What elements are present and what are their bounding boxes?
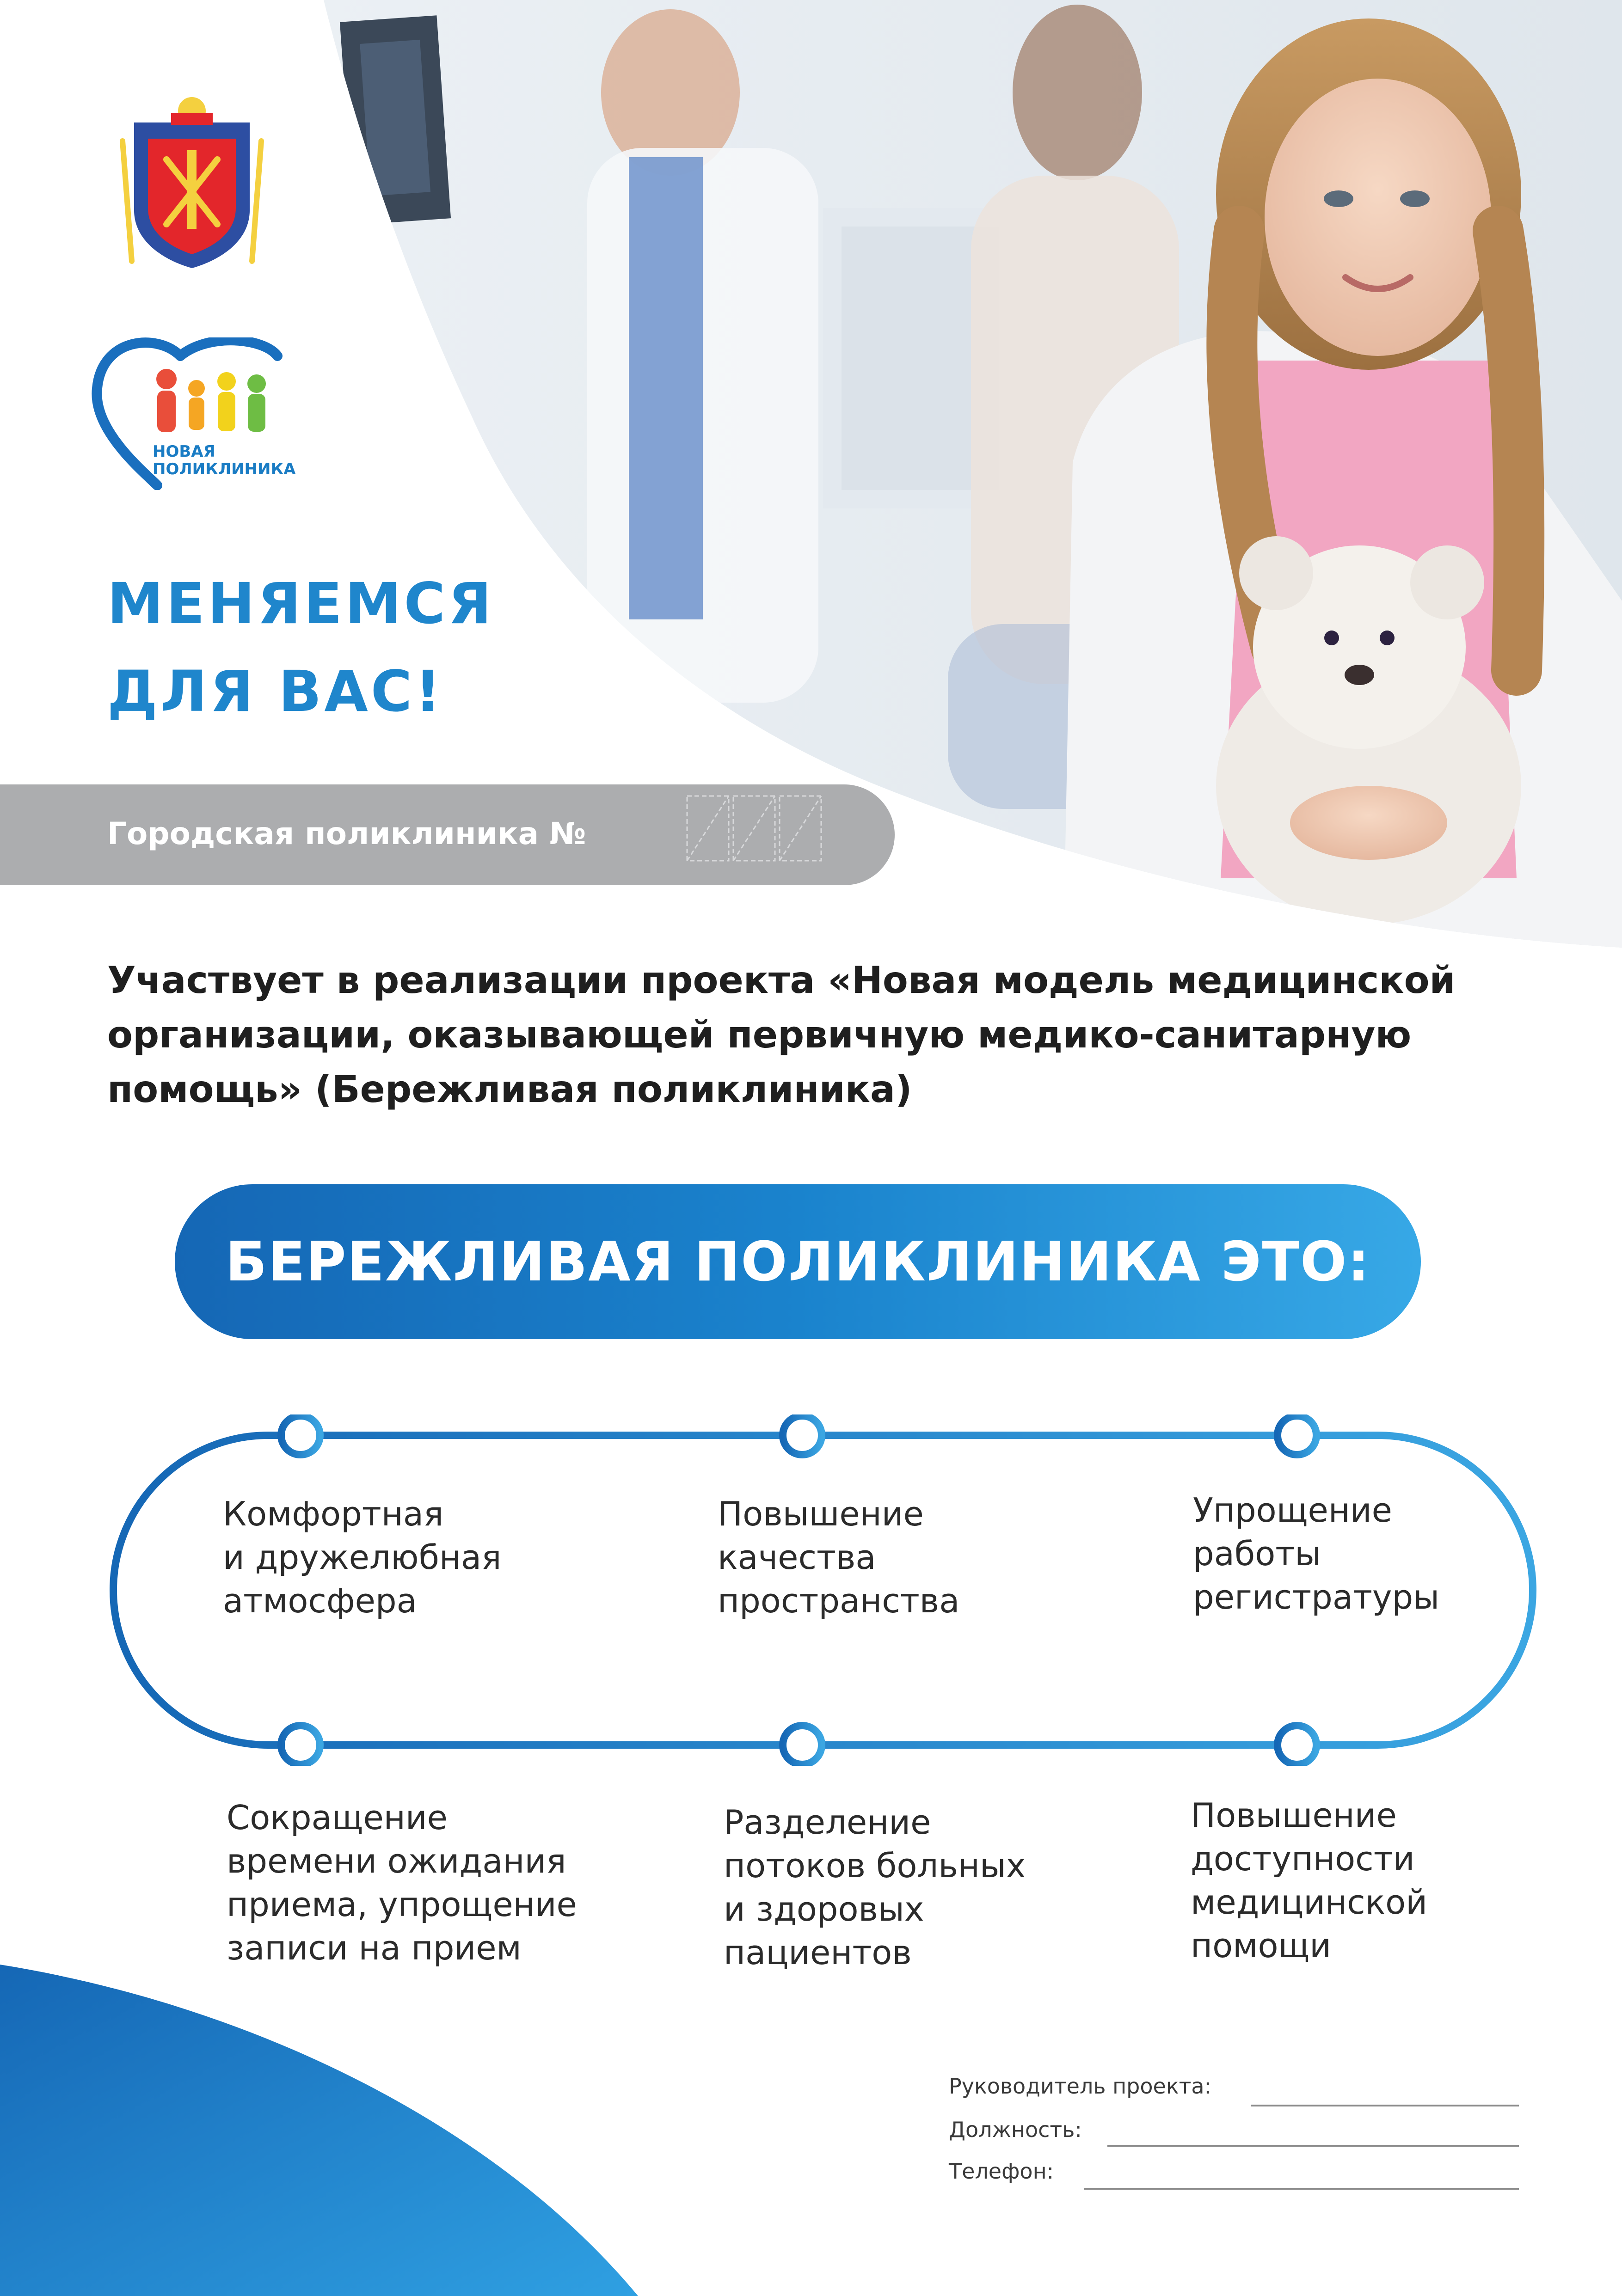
feature-bottom-2 [724, 1800, 1026, 1974]
position-field[interactable] [1107, 2145, 1519, 2147]
feature-line: Разделение [724, 1803, 931, 1842]
phone-field[interactable] [1084, 2188, 1519, 2190]
logo-text-line1: НОВАЯ [153, 442, 215, 461]
feature-line: Повышение [718, 1494, 924, 1533]
feature-top-3 [1193, 1488, 1439, 1619]
intro-text [107, 953, 1494, 1117]
logo-text [153, 443, 296, 478]
feature-line: и здоровых [724, 1890, 924, 1929]
feature-line: помощи [1191, 1926, 1332, 1965]
intro-line-2: организации, оказывающей первичную медико-санитарную [107, 1013, 1412, 1056]
headline-line-1: МЕНЯЕМСЯ [107, 571, 495, 637]
feature-line: записи на прием [227, 1929, 522, 1967]
feature-line: атмосфера [223, 1581, 417, 1620]
coat-of-arms-icon [116, 95, 268, 270]
feature-line: доступности [1191, 1839, 1415, 1878]
feature-line: Сокращение [227, 1798, 448, 1837]
feature-line: регистратуры [1193, 1578, 1440, 1616]
manager-label: Руководитель проекта: [949, 2074, 1212, 2099]
manager-field[interactable] [1251, 2105, 1519, 2106]
feature-line: пространства [718, 1581, 960, 1620]
track-node-top-1 [281, 1416, 320, 1455]
lean-title: БЕРЕЖЛИВАЯ ПОЛИКЛИНИКА ЭТО: [225, 1230, 1370, 1293]
feature-bottom-3 [1191, 1794, 1427, 1967]
feature-line: работы [1193, 1534, 1321, 1573]
feature-top-2 [718, 1492, 959, 1623]
feature-line: Комфортная [223, 1494, 444, 1533]
track-node-bottom-3 [1278, 1726, 1316, 1764]
feature-line: Повышение [1191, 1796, 1397, 1835]
feature-line: времени ожидания [227, 1842, 566, 1880]
feature-top-1 [223, 1492, 501, 1623]
feature-bottom-1 [227, 1796, 577, 1970]
track-node-top-2 [783, 1416, 822, 1455]
feature-line: потоков больных [724, 1846, 1026, 1885]
headline-line-2: ДЛЯ ВАС! [107, 659, 443, 724]
feature-line: медицинской [1191, 1883, 1427, 1922]
footer-wave [0, 1965, 694, 2296]
feature-line: приема, упрощение [227, 1885, 577, 1924]
track-node-bottom-2 [783, 1726, 822, 1764]
phone-label: Телефон: [949, 2159, 1054, 2184]
track-node-bottom-1 [281, 1726, 320, 1764]
position-label: Должность: [949, 2117, 1082, 2142]
clinic-label: Городская поликлиника № [107, 816, 586, 851]
intro-line-1: Участвует в реализации проекта «Новая модель медицинской [107, 959, 1456, 1002]
clinic-number-boxes[interactable] [685, 794, 824, 863]
logo-text-line2: ПОЛИКЛИНИКА [153, 460, 296, 478]
feature-line: Упрощение [1193, 1491, 1392, 1530]
intro-line-3: помощь» (Бережливая поликлиника) [107, 1068, 912, 1111]
feature-line: и дружелюбная [223, 1538, 502, 1577]
track-node-top-3 [1278, 1416, 1316, 1455]
feature-line: пациентов [724, 1933, 912, 1972]
feature-line: качества [718, 1538, 876, 1577]
